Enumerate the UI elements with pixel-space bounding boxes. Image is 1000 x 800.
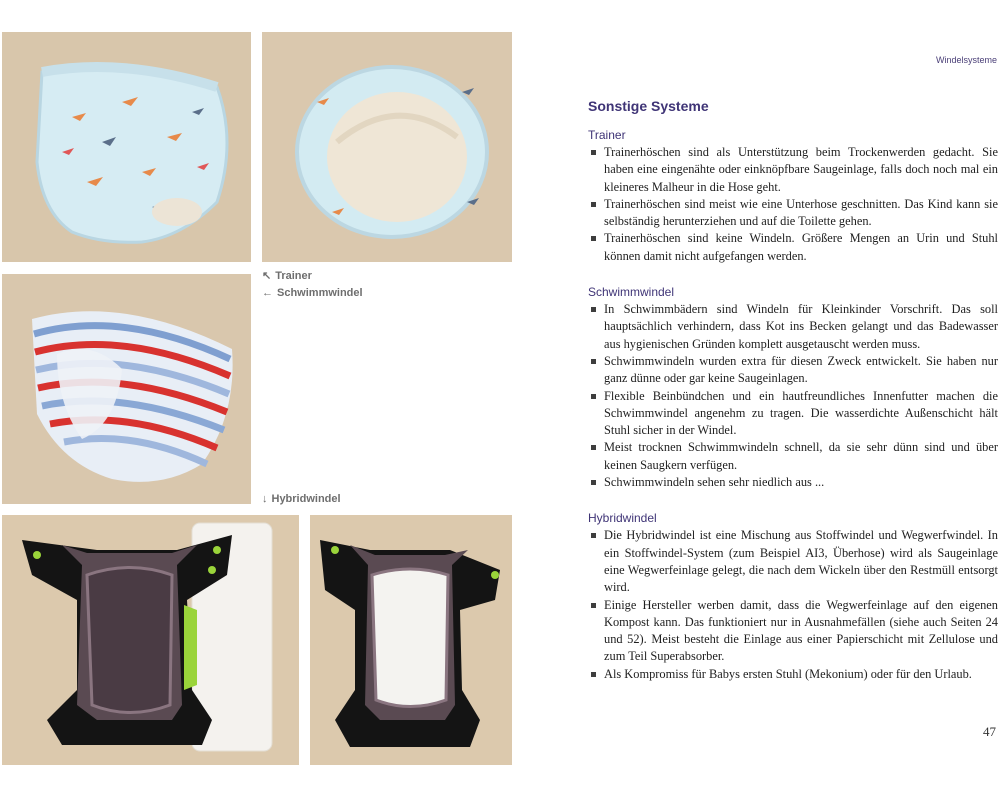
list-item: Trainerhöschen sind meist wie eine Unterhose geschnitten. Das Kind kann sie selbständig herunterziehen und auf die Toilette gehen. [588, 196, 998, 231]
subhead-hybridwindel: Hybridwindel [588, 511, 657, 526]
arrow-up-left-icon: ↖ [262, 270, 272, 282]
arrow-down-icon: ↓ [262, 493, 268, 505]
schwimmwindel-list [588, 301, 998, 491]
list-item: Trainerhöschen sind keine Windeln. Größere Mengen an Urin und Stuhl können damit nicht aufgefangen werden. [588, 230, 998, 265]
hybrid-diaper-insert-photo [310, 515, 512, 765]
section-title: Sonstige Systeme [588, 98, 709, 114]
hybridwindel-list [588, 527, 998, 683]
list-item: Als Kompromiss für Babys ersten Stuhl (Mekonium) oder für den Urlaub. [588, 666, 998, 683]
hybrid-diaper-photo [2, 515, 299, 765]
caption-hybridwindel [262, 493, 341, 505]
caption-trainer [262, 269, 312, 282]
running-head: Windelsysteme [935, 55, 997, 65]
list-item: In Schwimmbädern sind Windeln für Kleinkinder Vorschrift. Das soll hauptsächlich verhindern, dass Kot ins Becken gelangt und das Badewasser aus hygienischen Gründen komplett ausgetauscht werden muss. [588, 301, 998, 353]
subhead-trainer: Trainer [588, 128, 626, 142]
list-item: Schwimmwindeln wurden extra für diesen Zweck entwickelt. Sie haben nur ganz dünne oder gar keine Saugeinlagen. [588, 353, 998, 388]
list-item: Einige Hersteller werben damit, dass die Wegwerfeinlage auf den eigenen Kompost kann. Das funktioniert nur in Ausnahmefällen (siehe auch Seiten 24 und 52). Meist besteht die Einlage aus einer Papierschicht mit Zellulose und zum Teil Superabsorber. [588, 597, 998, 666]
caption-schwimmwindel [262, 287, 363, 299]
swim-diaper-photo [2, 274, 251, 504]
trainer-pants-inside-photo [262, 32, 512, 262]
list-item: Schwimmwindeln sehen sehr niedlich aus ... [588, 474, 998, 491]
subhead-schwimmwindel: Schwimmwindel [588, 285, 675, 300]
caption-trainer-label: Trainer [275, 270, 312, 282]
caption-hybridwindel-label: Hybridwindel [271, 493, 341, 505]
page-number: 47 [983, 724, 996, 739]
trainer-pants-photo [2, 32, 251, 262]
caption-schwimmwindel-label: Schwimmwindel [277, 287, 363, 299]
list-item: Trainerhöschen sind als Unterstützung beim Trockenwerden gedacht. Sie haben eine eingenähte oder einknöpfbare Saugeinlage, falls doch noch mal ein kleineres Malheur in die Hose geht. [588, 144, 998, 196]
text-column [588, 98, 998, 683]
list-item: Die Hybridwindel ist eine Mischung aus Stoffwindel und Wegwerfwindel. In ein Stoffwindel-System (zum Beispiel AI3, Überhose) wird als Saugeinlage eine Wegwerfeinlage gelegt, die nach dem Wickeln über den Restmüll entsorgt wird. [588, 527, 998, 596]
arrow-left-icon: ← [262, 287, 273, 299]
list-item: Meist trocknen Schwimmwindeln schnell, da sie sehr dünn sind und über keinen Saugkern verfügen. [588, 439, 998, 474]
trainer-list [588, 144, 998, 265]
list-item: Flexible Beinbündchen und ein hautfreundliches Innenfutter machen die Schwimmwindel angenehm zu tragen. Die wasserdichte Außenschicht hält Stuhl sicher in der Windel. [588, 388, 998, 440]
